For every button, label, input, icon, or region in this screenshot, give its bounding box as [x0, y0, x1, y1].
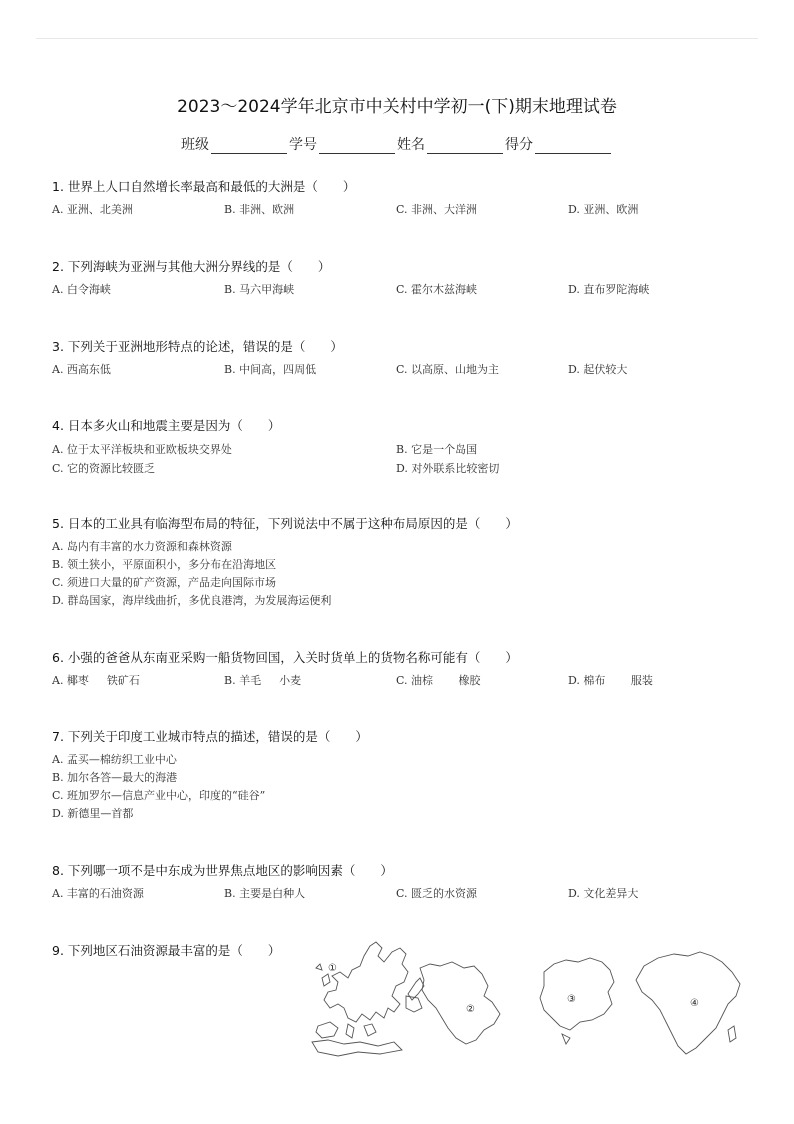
option-b[interactable]: B. 中间高，四周低: [224, 363, 317, 376]
option-c[interactable]: C. 班加罗尔—信息产业中心，印度的“硅谷”: [52, 789, 266, 802]
student-number-field[interactable]: 学号: [289, 134, 397, 154]
option-d[interactable]: D. 群岛国家，海岸线曲折，多优良港湾，为发展海运便利: [52, 594, 332, 607]
option-c[interactable]: C. 油棕 橡胶: [396, 674, 481, 687]
map-middle-east: [406, 962, 500, 1044]
option-d[interactable]: D. 文化差异大: [568, 887, 639, 900]
map-label-3: ③: [567, 994, 576, 1005]
header-rule: [36, 38, 758, 39]
question-stem: 8. 下列哪一项不是中东成为世界焦点地区的影响因素（ ）: [52, 863, 393, 878]
class-field[interactable]: 班级: [181, 134, 289, 154]
option-b[interactable]: B. 主要是白种人: [224, 887, 306, 900]
option-a[interactable]: A. 椰枣 铁矿石: [52, 674, 140, 687]
option-a[interactable]: A. 丰富的石油资源: [52, 887, 144, 900]
region-maps-figure: [308, 938, 748, 1063]
option-c[interactable]: C. 以高原、山地为主: [396, 363, 500, 376]
question-stem: 4. 日本多火山和地震主要是因为（ ）: [52, 418, 281, 433]
option-d[interactable]: D. 新德里—首都: [52, 807, 134, 820]
question-stem: 3. 下列关于亚洲地形特点的论述，错误的是（ ）: [52, 339, 343, 354]
option-d[interactable]: D. 起伏较大: [568, 363, 628, 376]
option-d[interactable]: D. 对外联系比较密切: [396, 462, 500, 475]
map-africa: [636, 952, 740, 1054]
map-label-2: ②: [466, 1004, 475, 1015]
student-info-row: [0, 134, 794, 154]
map-europe: [312, 942, 408, 1056]
page-title: 2023～2024学年北京市中关村中学初一(下)期末地理试卷: [177, 97, 617, 117]
option-d[interactable]: D. 直布罗陀海峡: [568, 283, 650, 296]
option-c[interactable]: C. 它的资源比较匮乏: [52, 462, 156, 475]
question-stem: 5. 日本的工业具有临海型布局的特征，下列说法中不属于这种布局原因的是（ ）: [52, 516, 518, 531]
question-8: [52, 861, 754, 901]
score-field[interactable]: 得分: [505, 134, 613, 154]
option-d[interactable]: D. 棉布 服装: [568, 674, 653, 687]
map-region-three: [540, 958, 614, 1044]
question-stem: 2. 下列海峡为亚洲与其他大洲分界线的是（ ）: [52, 259, 331, 274]
option-b[interactable]: B. 非洲、欧洲: [224, 203, 295, 216]
question-1: [52, 177, 754, 217]
question-stem: 6. 小强的爸爸从东南亚采购一船货物回国，入关时货单上的货物名称可能有（ ）: [52, 650, 518, 665]
option-d[interactable]: D. 亚洲、欧洲: [568, 203, 639, 216]
option-a[interactable]: A. 亚洲、北美洲: [52, 203, 133, 216]
name-field[interactable]: 姓名: [397, 134, 505, 154]
map-label-4: ④: [690, 998, 699, 1009]
option-a[interactable]: A. 位于太平洋板块和亚欧板块交界处: [52, 443, 232, 456]
question-stem: 1. 世界上人口自然增长率最高和最低的大洲是（ ）: [52, 179, 356, 194]
option-a[interactable]: A. 白令海峡: [52, 283, 111, 296]
option-b[interactable]: B. 羊毛 小麦: [224, 674, 302, 687]
option-a[interactable]: A. 岛内有丰富的水力资源和森林资源: [52, 540, 232, 553]
question-2: [52, 257, 754, 297]
question-stem: 7. 下列关于印度工业城市特点的描述，错误的是（ ）: [52, 729, 368, 744]
map-label-1: ①: [328, 963, 337, 974]
option-c[interactable]: C. 霍尔木兹海峡: [396, 283, 478, 296]
option-a[interactable]: A. 孟买—棉纺织工业中心: [52, 753, 177, 766]
option-c[interactable]: C. 非洲、大洋洲: [396, 203, 478, 216]
option-c[interactable]: C. 须进口大量的矿产资源，产品走向国际市场: [52, 576, 277, 589]
question-4: [52, 416, 754, 476]
question-3: [52, 337, 754, 377]
option-b[interactable]: B. 马六甲海峡: [224, 283, 295, 296]
question-6: [52, 648, 754, 688]
option-a[interactable]: A. 西高东低: [52, 363, 111, 376]
option-b[interactable]: B. 它是一个岛国: [396, 443, 478, 456]
question-stem: 9. 下列地区石油资源最丰富的是（ ）: [52, 943, 281, 958]
question-5: [52, 514, 754, 610]
question-7: [52, 727, 754, 823]
option-b[interactable]: B. 加尔各答—最大的海港: [52, 771, 178, 784]
option-b[interactable]: B. 领土狭小，平原面积小，多分布在沿海地区: [52, 558, 277, 571]
option-c[interactable]: C. 匮乏的水资源: [396, 887, 478, 900]
